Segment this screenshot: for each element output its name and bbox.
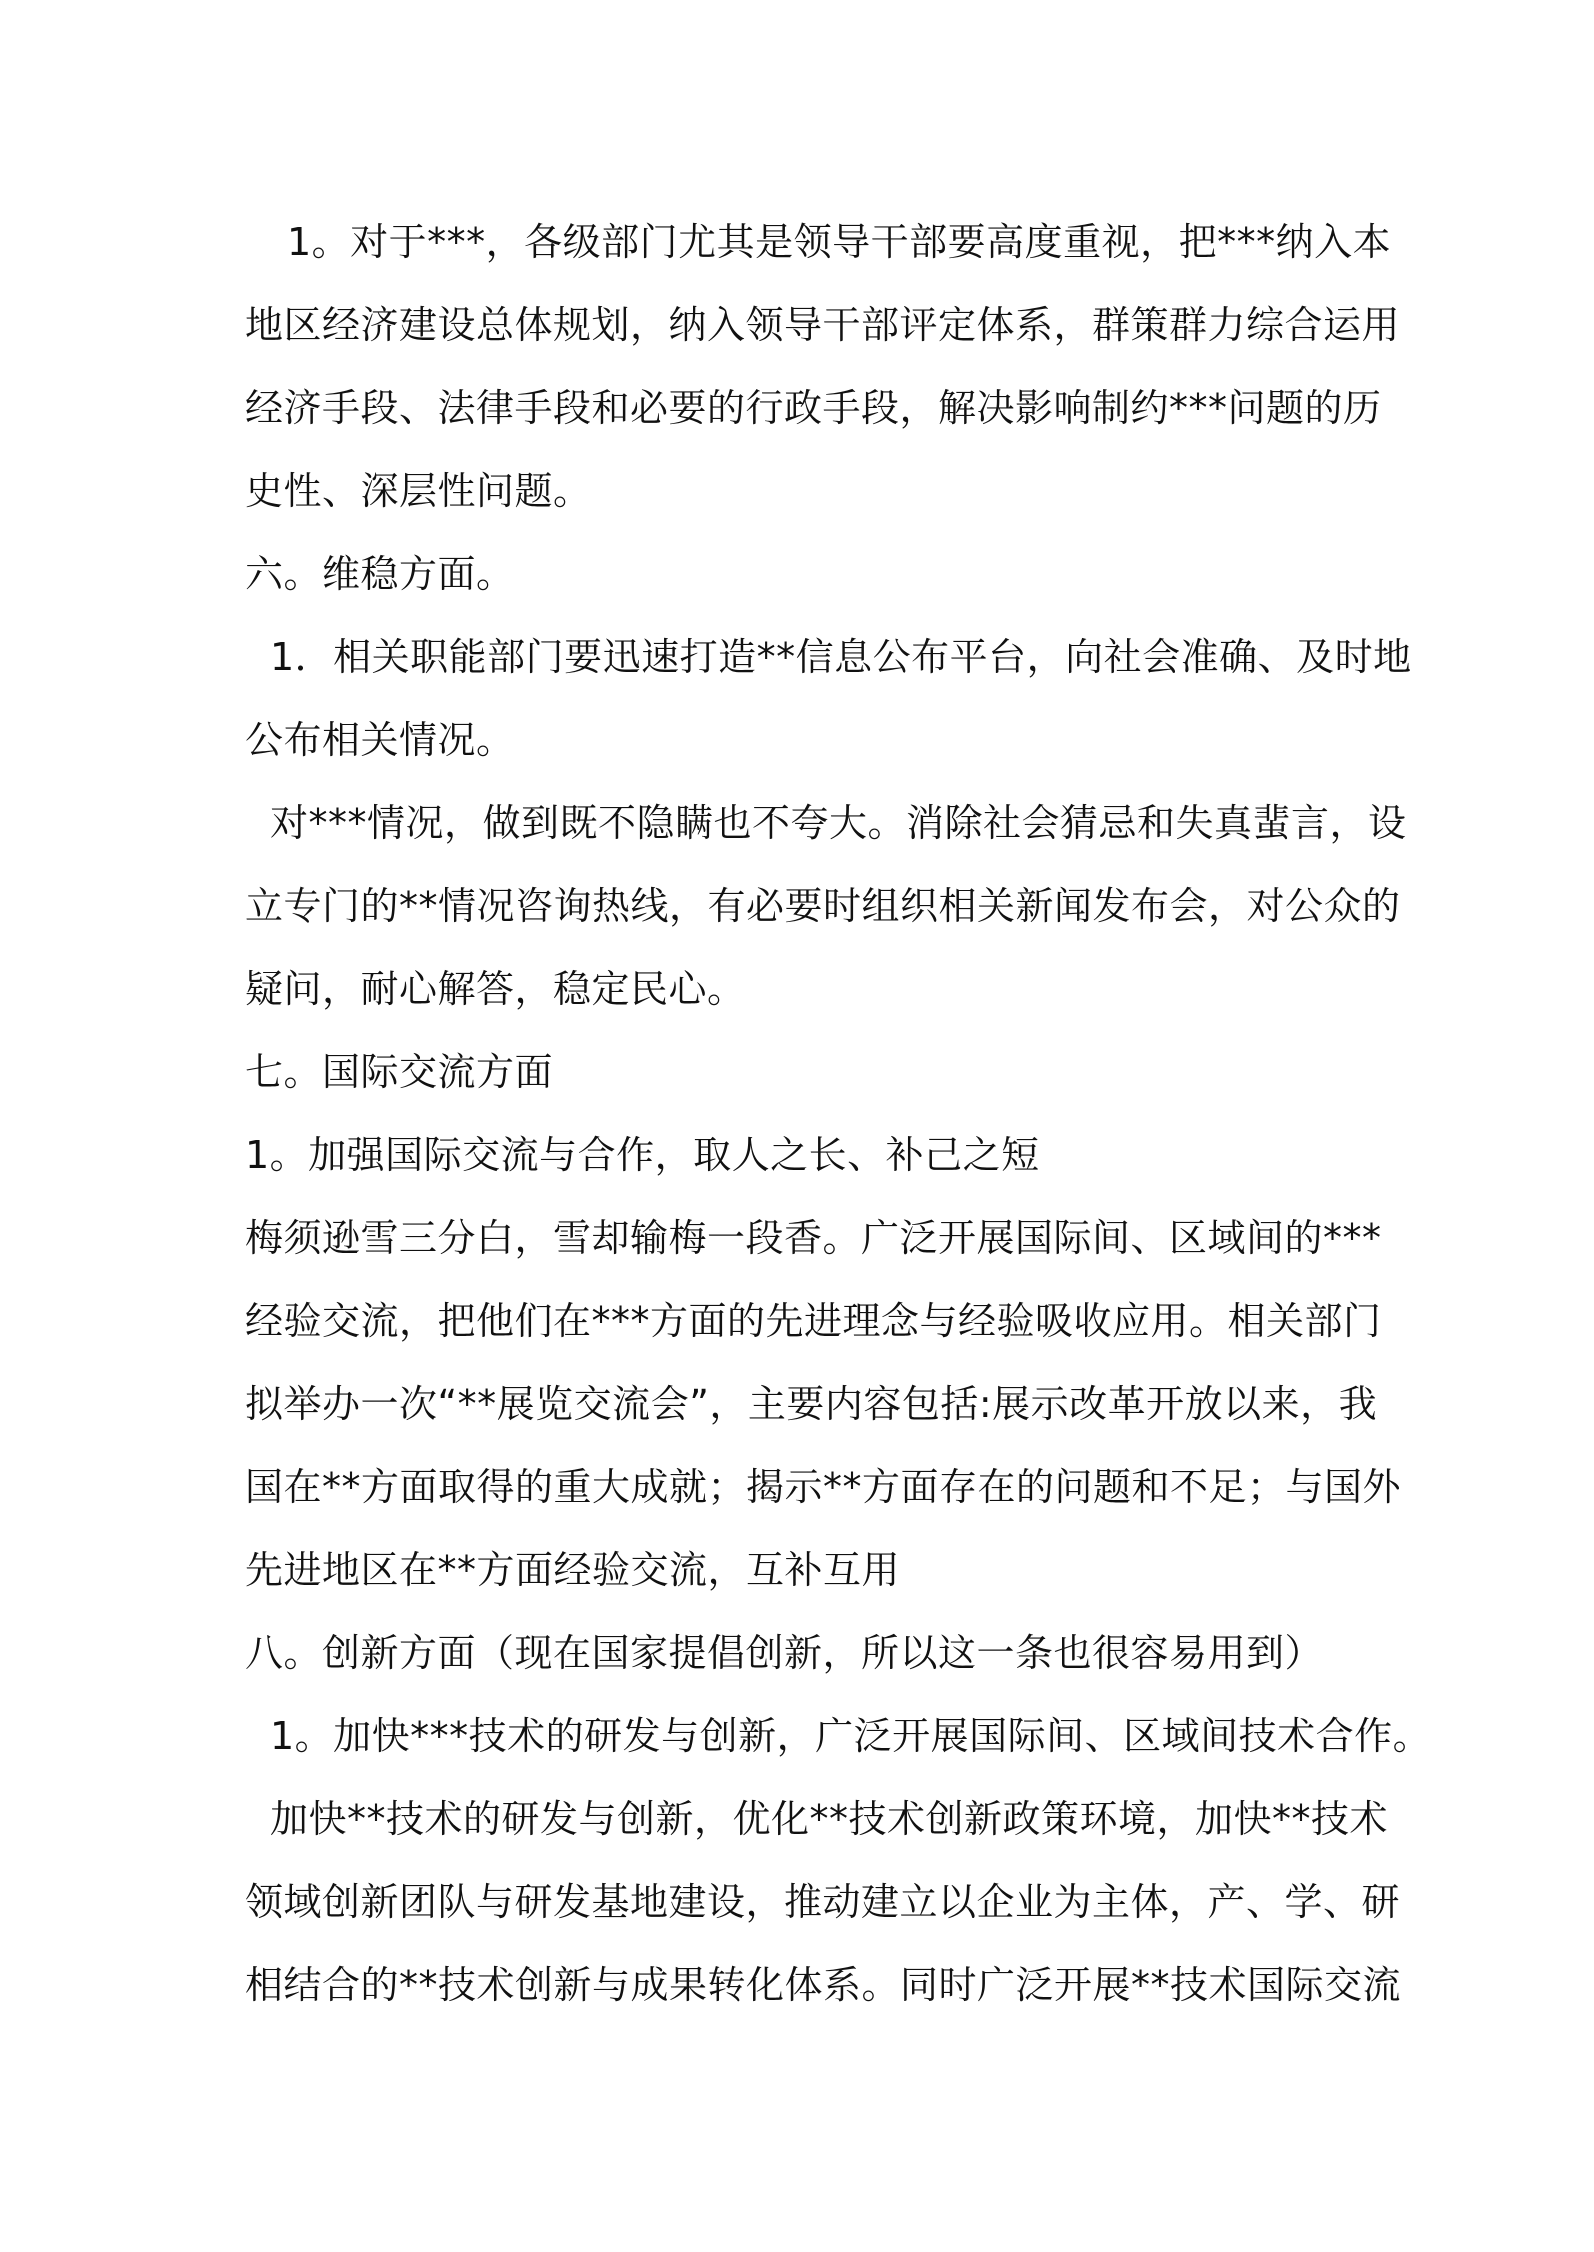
text-line: 1。加快***技术的研发与创新，广泛开展国际间、区域间技术合作。	[270, 1714, 1432, 1758]
text-line: 1。加强国际交流与合作，取人之长、补己之短	[245, 1133, 1040, 1177]
text-line: 地区经济建设总体规划，纳入领导干部评定体系，群策群力综合运用	[245, 303, 1401, 347]
text-line: 国在**方面取得的重大成就；揭示**方面存在的问题和不足；与国外	[245, 1465, 1402, 1509]
text-line: 加快**技术的研发与创新，优化**技术创新政策环境，加快**技术	[270, 1797, 1389, 1841]
text-line: 疑问，耐心解答，稳定民心。	[245, 967, 746, 1011]
text-line: 公布相关情况。	[245, 718, 515, 762]
text-line: 经济手段、法律手段和必要的行政手段，解决影响制约***问题的历	[245, 386, 1382, 430]
section-heading: 七。国际交流方面	[245, 1050, 554, 1094]
text-line: 对***情况，做到既不隐瞒也不夸大。消除社会猜忌和失真蜚言，设	[270, 801, 1407, 845]
text-line: 拟举办一次“**展览交流会”，主要内容包括:展示改革开放以来，我	[245, 1382, 1378, 1426]
section-heading: 八。创新方面（现在国家提倡创新，所以这一条也很容易用到）	[245, 1631, 1324, 1675]
text-line: 领域创新团队与研发基地建设，推动建立以企业为主体，产、学、研	[245, 1880, 1401, 1924]
text-line: 经验交流，把他们在***方面的先进理念与经验吸收应用。相关部门	[245, 1299, 1382, 1343]
text-line: 先进地区在**方面经验交流，互补互用	[245, 1548, 901, 1592]
text-line: 相结合的**技术创新与成果转化体系。同时广泛开展**技术国际交流	[245, 1963, 1402, 2007]
text-line: 史性、深层性问题。	[245, 469, 592, 513]
text-line: 立专门的**情况咨询热线，有必要时组织相关新闻发布会，对公众的	[245, 884, 1401, 928]
text-line: 梅须逊雪三分白，雪却输梅一段香。广泛开展国际间、区域间的***	[245, 1216, 1382, 1260]
section-heading: 六。维稳方面。	[245, 552, 515, 596]
text-line: 1．相关职能部门要迅速打造**信息公布平台，向社会准确、及时地	[270, 635, 1412, 679]
text-line: 1。对于***，各级部门尤其是领导干部要高度重视，把***纳入本	[287, 220, 1392, 264]
